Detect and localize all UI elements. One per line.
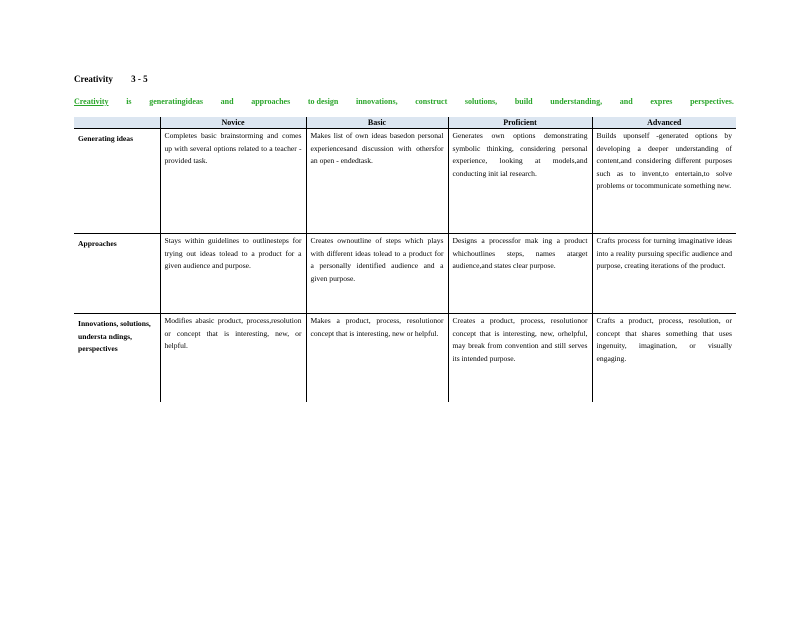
cell-advanced: Builds uponself -generated options by developing a deeper understanding of content,and considering different purposes such as to invent,to entertain,to solve problems or tocommunicate something new. [592,129,736,234]
rubric-table [74,117,736,402]
cell-novice: Completes basic brainstorming and comes up with several options related to a teacher -provided task. [160,129,306,234]
header-proficient: Proficient [448,117,592,129]
definition-word: is [126,97,132,106]
title-grade: 3 - 5 [131,74,148,84]
cell-basic: Creates ownoutline of steps which plays with different ideas tolead to a product for a personally identified audience and a given purpose. [306,234,448,314]
page-title [74,74,148,84]
header-basic: Basic [306,117,448,129]
cell-novice: Modifies abasic product, process,resolution or concept that is interesting, new, or helpful. [160,314,306,403]
cell-proficient: Designs a processfor mak ing a product whichoutlines steps, names atarget audience,and states clear purpose. [448,234,592,314]
criterion-approaches: Approaches [74,234,160,314]
definition-word: approaches [251,97,291,106]
cell-novice: Stays within guidelines to outlinesteps for trying out ideas tolead to a product for a given audience and purpose. [160,234,306,314]
cell-advanced: Crafts process for turning imaginative ideas into a reality pursuing specific audience and purpose, creating iterations of the product. [592,234,736,314]
table-row [74,314,736,403]
header-advanced: Advanced [592,117,736,129]
title-subject: Creativity [74,74,113,84]
definition-word: understanding, [550,97,603,106]
definition-word: construct [415,97,448,106]
rubric-header-row [74,117,736,129]
cell-advanced: Crafts a product, process, resolution, or concept that shares something that uses ingenuity, imagination, or visually engaging. [592,314,736,403]
definition-word: innovations, [356,97,398,106]
definition-word: build [514,97,533,106]
definition-word: solutions, [464,97,498,106]
table-row [74,234,736,314]
definition-word: to design [307,97,339,106]
definition-word: and [619,97,633,106]
cell-proficient: Generates own options demonstrating symbolic thinking, considering personal experience, looking at models,and conducting init ial research. [448,129,592,234]
definition-word: and [220,97,234,106]
criterion-innovations: Innovations, solutions, understa ndings, perspectives [78,319,151,354]
cell-basic: Makes a product, process, resolutionor concept that is interesting, new or helpful. [306,314,448,403]
definition-word: expres [650,97,673,106]
cell-proficient: Creates a product, process, resolutionor concept that is interesting, new, orhelpful, may break from convention and still serves its intended purpose. [448,314,592,403]
definition-term: Creativity [74,97,109,106]
definition-word: generatingideas [149,97,203,106]
header-novice: Novice [160,117,306,129]
table-row [74,129,736,234]
definition-word: perspectives. [690,97,734,106]
cell-basic: Makes list of own ideas basedon personal experiencesand discussion with othersfor an open - endedtask. [306,129,448,234]
criterion-generating-ideas: Generating ideas [74,129,160,234]
header-blank [74,117,160,129]
definition-line [74,97,734,106]
